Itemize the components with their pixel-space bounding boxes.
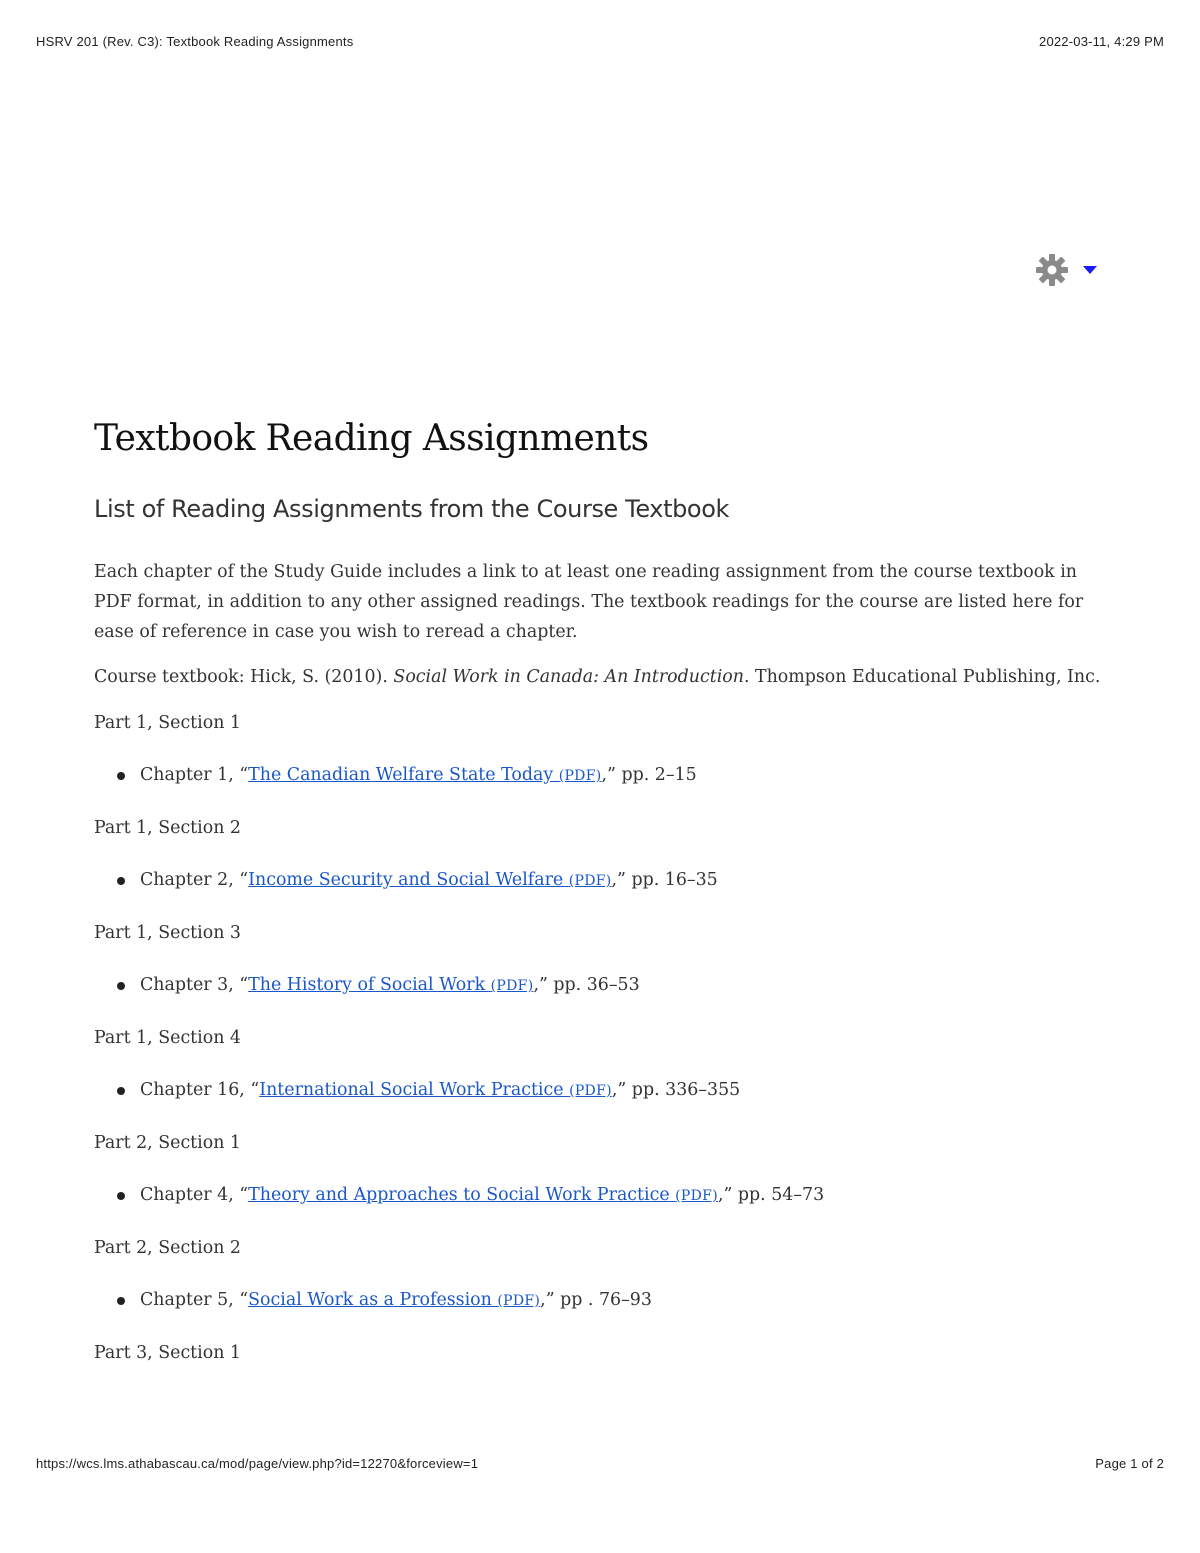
settings-menu-button[interactable] bbox=[1034, 252, 1098, 288]
page-subtitle: List of Reading Assignments from the Course Textbook bbox=[94, 495, 729, 523]
reading-link-text: Theory and Approaches to Social Work Practice bbox=[248, 1185, 676, 1205]
page-range: ,” pp . 76–93 bbox=[540, 1290, 652, 1310]
chapter-label: Chapter 3, “ bbox=[140, 975, 249, 995]
reading-link-text: The Canadian Welfare State Today bbox=[248, 765, 559, 785]
chapter-label: Chapter 1, “ bbox=[140, 765, 249, 785]
reading-link-theory-approaches[interactable] bbox=[248, 1185, 718, 1205]
reading-link-text: Income Security and Social Welfare bbox=[248, 870, 569, 890]
reading-link-text: The History of Social Work bbox=[248, 975, 491, 995]
pdf-label: (PDF) bbox=[558, 768, 602, 784]
reading-list bbox=[94, 1180, 1104, 1211]
print-header-title: HSRV 201 (Rev. C3): Textbook Reading Assignments bbox=[36, 34, 354, 49]
reading-item bbox=[140, 1075, 1104, 1106]
textbook-citation-suffix: . Thompson Educational Publishing, Inc. bbox=[743, 667, 1101, 687]
page-range: ,” pp. 2–15 bbox=[601, 765, 697, 785]
reading-item bbox=[140, 760, 1104, 791]
textbook-citation bbox=[94, 662, 1104, 692]
intro-paragraph: Each chapter of the Study Guide includes a link to at least one reading assignment from the course textbook in PDF format, in addition to any other assigned readings. The textbook readings for the course are listed here for ease of reference in case you wish to reread a chapter. bbox=[94, 562, 1084, 642]
pdf-label: (PDF) bbox=[490, 978, 534, 994]
section-label: Part 2, Section 1 bbox=[94, 1133, 241, 1153]
reading-item bbox=[140, 1285, 1104, 1316]
pdf-label: (PDF) bbox=[675, 1188, 718, 1204]
textbook-title: Social Work in Canada: An Introduction bbox=[393, 667, 744, 687]
reading-link-text: International Social Work Practice bbox=[259, 1080, 570, 1100]
print-header-timestamp: 2022-03-11, 4:29 PM bbox=[1039, 34, 1164, 49]
pdf-label: (PDF) bbox=[568, 873, 612, 889]
chapter-label: Chapter 16, “ bbox=[140, 1080, 260, 1100]
reading-list bbox=[94, 1285, 1104, 1316]
reading-list bbox=[94, 970, 1104, 1001]
reading-item bbox=[140, 970, 1104, 1001]
section-label: Part 1, Section 1 bbox=[94, 713, 241, 733]
pdf-label: (PDF) bbox=[569, 1083, 612, 1099]
page-range: ,” pp. 36–53 bbox=[533, 975, 640, 995]
reading-link-international-practice[interactable] bbox=[259, 1080, 612, 1100]
print-footer-page-number: Page 1 of 2 bbox=[1095, 1456, 1164, 1471]
reading-link-text: Social Work as a Profession bbox=[248, 1290, 498, 1310]
page-range: ,” pp. 54–73 bbox=[717, 1185, 825, 1205]
main-content bbox=[94, 418, 1104, 1368]
section-label: Part 1, Section 2 bbox=[94, 818, 241, 838]
reading-item bbox=[140, 865, 1104, 896]
reading-link-income-security[interactable] bbox=[248, 870, 611, 890]
print-header bbox=[36, 34, 1164, 49]
pdf-label: (PDF) bbox=[497, 1293, 541, 1309]
chapter-label: Chapter 2, “ bbox=[140, 870, 249, 890]
print-footer-url: https://wcs.lms.athabascau.ca/mod/page/view.php?id=12270&forceview=1 bbox=[36, 1456, 479, 1471]
reading-item bbox=[140, 1180, 1104, 1211]
reading-list bbox=[94, 865, 1104, 896]
reading-list bbox=[94, 1075, 1104, 1106]
chapter-label: Chapter 5, “ bbox=[140, 1290, 249, 1310]
reading-sections bbox=[94, 708, 1104, 1368]
section-label: Part 2, Section 2 bbox=[94, 1238, 241, 1258]
page-range: ,” pp. 16–35 bbox=[611, 870, 718, 890]
reading-link-history-social-work[interactable] bbox=[248, 975, 533, 995]
page-range: ,” pp. 336–355 bbox=[611, 1080, 741, 1100]
reading-link-social-work-profession[interactable] bbox=[248, 1290, 540, 1310]
reading-link-canadian-welfare-state[interactable] bbox=[248, 765, 601, 785]
caret-down-icon bbox=[1082, 265, 1098, 275]
gear-icon bbox=[1034, 252, 1070, 288]
section-label: Part 1, Section 4 bbox=[94, 1028, 241, 1048]
section-label: Part 3, Section 1 bbox=[94, 1343, 241, 1363]
textbook-citation-prefix: Course textbook: Hick, S. (2010). bbox=[94, 667, 394, 687]
chapter-label: Chapter 4, “ bbox=[140, 1185, 249, 1205]
section-label: Part 1, Section 3 bbox=[94, 923, 241, 943]
reading-list bbox=[94, 760, 1104, 791]
print-footer bbox=[36, 1456, 1164, 1471]
page-title: Textbook Reading Assignments bbox=[94, 418, 649, 459]
